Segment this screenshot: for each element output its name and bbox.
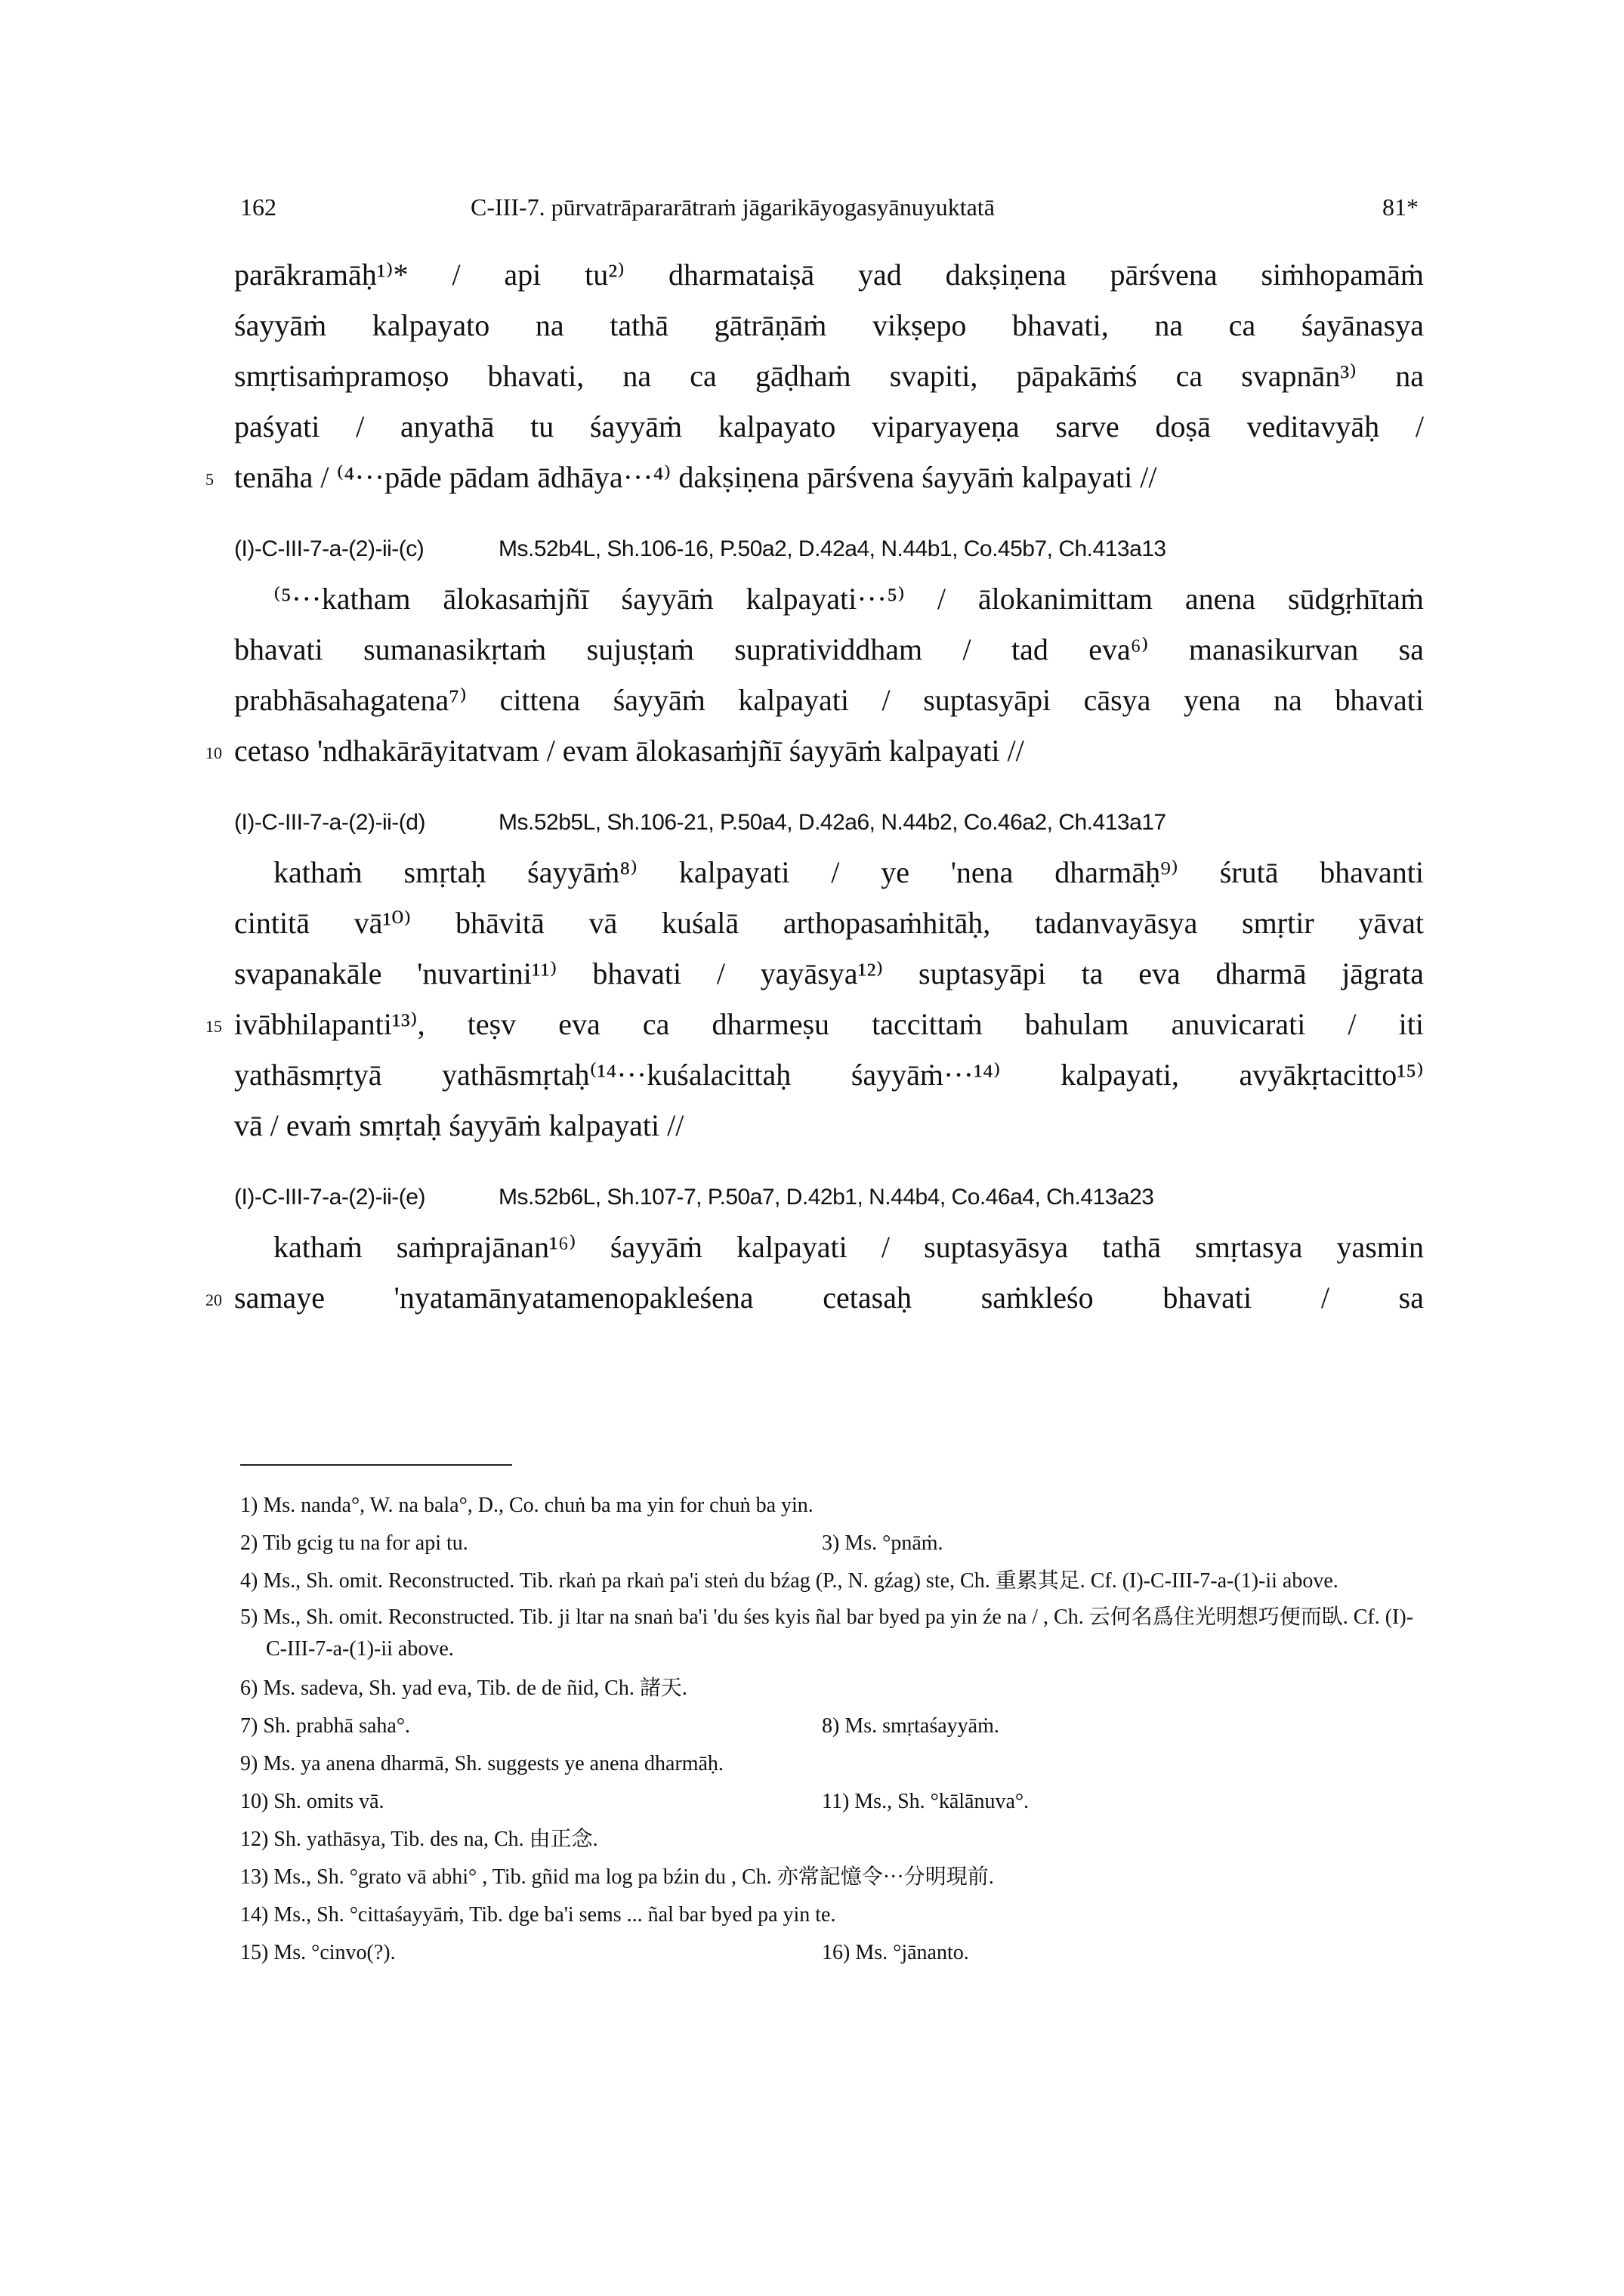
- main-text: [205, 249, 1424, 1323]
- footnote-15: 15) Ms. °cinvo(?).: [240, 1941, 396, 1964]
- line-text: paśyati / anyathā tu śayyāṁ kalpayato viparyayeṇa sarve doṣā veditavyāḥ /: [234, 409, 1424, 443]
- text-line: [234, 1100, 1424, 1151]
- line-text: prabhāsahagatena⁷⁾ cittena śayyāṁ kalpayati / suptasyāpi cāsya yena na bhavati: [234, 683, 1424, 717]
- line-text: ⁽⁵···katham ālokasaṁjñī śayyāṁ kalpayati···⁵⁾ / ālokanimittam anena sūdgṛhītaṁ: [273, 582, 1424, 616]
- text-line: [234, 624, 1424, 675]
- section-reference: [234, 1173, 1424, 1222]
- section-reference: [234, 525, 1424, 573]
- footnote-12: 12) Sh. yathāsya, Tib. des na, Ch. 由正念.: [240, 1828, 598, 1851]
- text-line: [205, 725, 1424, 776]
- line-text: cetaso 'ndhakārāyitatvam / evam ālokasaṁjñī śayyāṁ kalpayati //: [234, 734, 1024, 768]
- line-text: kathaṁ smṛtaḥ śayyāṁ⁸⁾ kalpayati / ye 'nena dharmāḥ⁹⁾ śrutā bhavanti: [273, 855, 1424, 889]
- line-text: tenāha / ⁽⁴···pāde pādam ādhāya···⁴⁾ dakṣiṇena pārśvena śayyāṁ kalpayati //: [234, 460, 1157, 494]
- footnote-6: 6) Ms. sadeva, Sh. yad eva, Tib. de de ñid, Ch. 諸天.: [240, 1676, 687, 1700]
- folio-number: 81*: [1382, 193, 1419, 221]
- manuscript-sources: Ms.52b4L, Sh.106-16, P.50a2, D.42a4, N.44b1, Co.45b7, Ch.413a13: [499, 536, 1166, 561]
- text-line: [234, 249, 1424, 300]
- footnote-3: 3) Ms. °pnāṁ.: [822, 1531, 943, 1555]
- line-text: smṛtisaṁpramoṣo bhavati, na ca gāḍhaṁ svapiti, pāpakāṁś ca svapnān³⁾ na: [234, 359, 1424, 393]
- footnote-1: 1) Ms. nanda°, W. na bala°, D., Co. chuṅ ba ma yin for chuṅ ba yin.: [240, 1494, 814, 1517]
- line-text: śayyāṁ kalpayato na tathā gātrāṇāṁ vikṣepo bhavati, na ca śayānasya: [234, 308, 1424, 342]
- footnote-row: [240, 1934, 1419, 1972]
- text-line: [234, 847, 1424, 898]
- footnote-7: 7) Sh. prabhā saha°.: [240, 1714, 411, 1738]
- text-line: [234, 1222, 1424, 1272]
- line-text: kathaṁ saṁprajānan¹⁶⁾ śayyāṁ kalpayati / suptasyāsya tathā smṛtasya yasmin: [273, 1230, 1424, 1264]
- footnote-14: 14) Ms., Sh. °cittaśayyāṁ, Tib. dge ba'i sems ... ñal bar byed pa yin te.: [240, 1903, 836, 1927]
- line-number: 20: [205, 1290, 222, 1309]
- footnote-rule: [240, 1464, 512, 1466]
- text-line: [205, 999, 1424, 1049]
- section-gap: [234, 1151, 1424, 1173]
- footnotes: [240, 1487, 1419, 1972]
- line-text: svapanakāle 'nuvartini¹¹⁾ bhavati / yayāsya¹²⁾ suptasyāpi ta eva dharmā jāgrata: [234, 956, 1424, 990]
- section-code: (I)-C-III-7-a-(2)-ii-(d): [234, 810, 425, 835]
- footnote-11: 11) Ms., Sh. °kālānuva°.: [822, 1790, 1030, 1813]
- line-text: samaye 'nyatamānyatamenopakleśena cetasaḥ saṁkleśo bhavati / sa: [234, 1281, 1424, 1315]
- text-line: [205, 1272, 1424, 1323]
- text-line: [234, 573, 1424, 624]
- text-line: [234, 948, 1424, 999]
- text-line: [234, 898, 1424, 948]
- running-header: [240, 193, 1419, 231]
- page-number: 162: [240, 193, 276, 221]
- section-gap: [234, 776, 1424, 799]
- section-code: (I)-C-III-7-a-(2)-ii-(e): [234, 1185, 425, 1210]
- manuscript-sources: Ms.52b5L, Sh.106-21, P.50a4, D.42a6, N.44b2, Co.46a2, Ch.413a17: [499, 810, 1166, 835]
- text-line: [234, 300, 1424, 351]
- section-gap: [234, 502, 1424, 525]
- footnote-row: [240, 1525, 1419, 1562]
- line-text: ivābhilapanti¹³⁾, teṣv eva ca dharmeṣu taccittaṁ bahulam anuvicarati / iti: [234, 1007, 1424, 1041]
- line-text: parākramāḥ¹⁾* / api tu²⁾ dharmataiṣā yad dakṣiṇena pārśvena siṁhopamāṁ: [234, 258, 1424, 292]
- footnote-9: 9) Ms. ya anena dharmā, Sh. suggests ye anena dharmāḥ.: [240, 1752, 724, 1775]
- section-code: (I)-C-III-7-a-(2)-ii-(c): [234, 536, 425, 561]
- line-number: 10: [205, 743, 222, 762]
- line-number: 15: [205, 1017, 222, 1036]
- text-line: [234, 1049, 1424, 1100]
- footnote-10: 10) Sh. omits vā.: [240, 1790, 384, 1813]
- text-line: [205, 452, 1424, 502]
- footnote-row: [240, 1707, 1419, 1745]
- footnote-2: 2) Tib gcig tu na for api tu.: [240, 1531, 468, 1555]
- text-line: [234, 401, 1424, 452]
- footnote-8: 8) Ms. smṛtaśayyāṁ.: [822, 1714, 999, 1738]
- footnote-16: 16) Ms. °jānanto.: [822, 1941, 969, 1964]
- line-text: yathāsmṛtyā yathāsmṛtaḥ⁽¹⁴···kuśalacittaḥ śayyāṁ···¹⁴⁾ kalpayati, avyākṛtacitto¹⁵⁾: [234, 1058, 1424, 1092]
- running-title: C-III-7. pūrvatrāpararātraṁ jāgarikāyogasyānuyuktatā: [471, 193, 995, 221]
- line-text: vā / evaṁ smṛtaḥ śayyāṁ kalpayati //: [234, 1108, 684, 1142]
- manuscript-sources: Ms.52b6L, Sh.107-7, P.50a7, D.42b1, N.44b4, Co.46a4, Ch.413a23: [499, 1185, 1154, 1210]
- section-reference: [234, 799, 1424, 847]
- line-text: bhavati sumanasikṛtaṁ sujuṣṭaṁ supratividdham / tad eva⁶⁾ manasikurvan sa: [234, 632, 1424, 666]
- footnote-4: 4) Ms., Sh. omit. Reconstructed. Tib. rkaṅ pa rkaṅ pa'i steṅ du bźag (P., N. gźag) ste, Ch. 重累其足. Cf. (I)-C-III-7-a-(1)-ii above.: [240, 1569, 1338, 1593]
- text-line: [234, 675, 1424, 725]
- text-line: [234, 351, 1424, 401]
- footnote-row: [240, 1783, 1419, 1821]
- footnote-13: 13) Ms., Sh. °grato vā abhi° , Tib. gñid ma log pa bźin du , Ch. 亦常記憶令···分明現前.: [240, 1865, 994, 1889]
- footnote-5: 5) Ms., Sh. omit. Reconstructed. Tib. ji ltar na snaṅ ba'i 'du śes kyis ñal bar byed pa yin źe na / , Ch. 云何名爲住光明想巧便而臥. Cf. (I)-C-III-7-a-(1)-ii above.: [240, 1605, 1414, 1661]
- line-number: 5: [205, 470, 214, 489]
- line-text: cintitā vā¹⁰⁾ bhāvitā vā kuśalā arthopasaṁhitāḥ, tadanvayāsya smṛtir yāvat: [234, 906, 1424, 940]
